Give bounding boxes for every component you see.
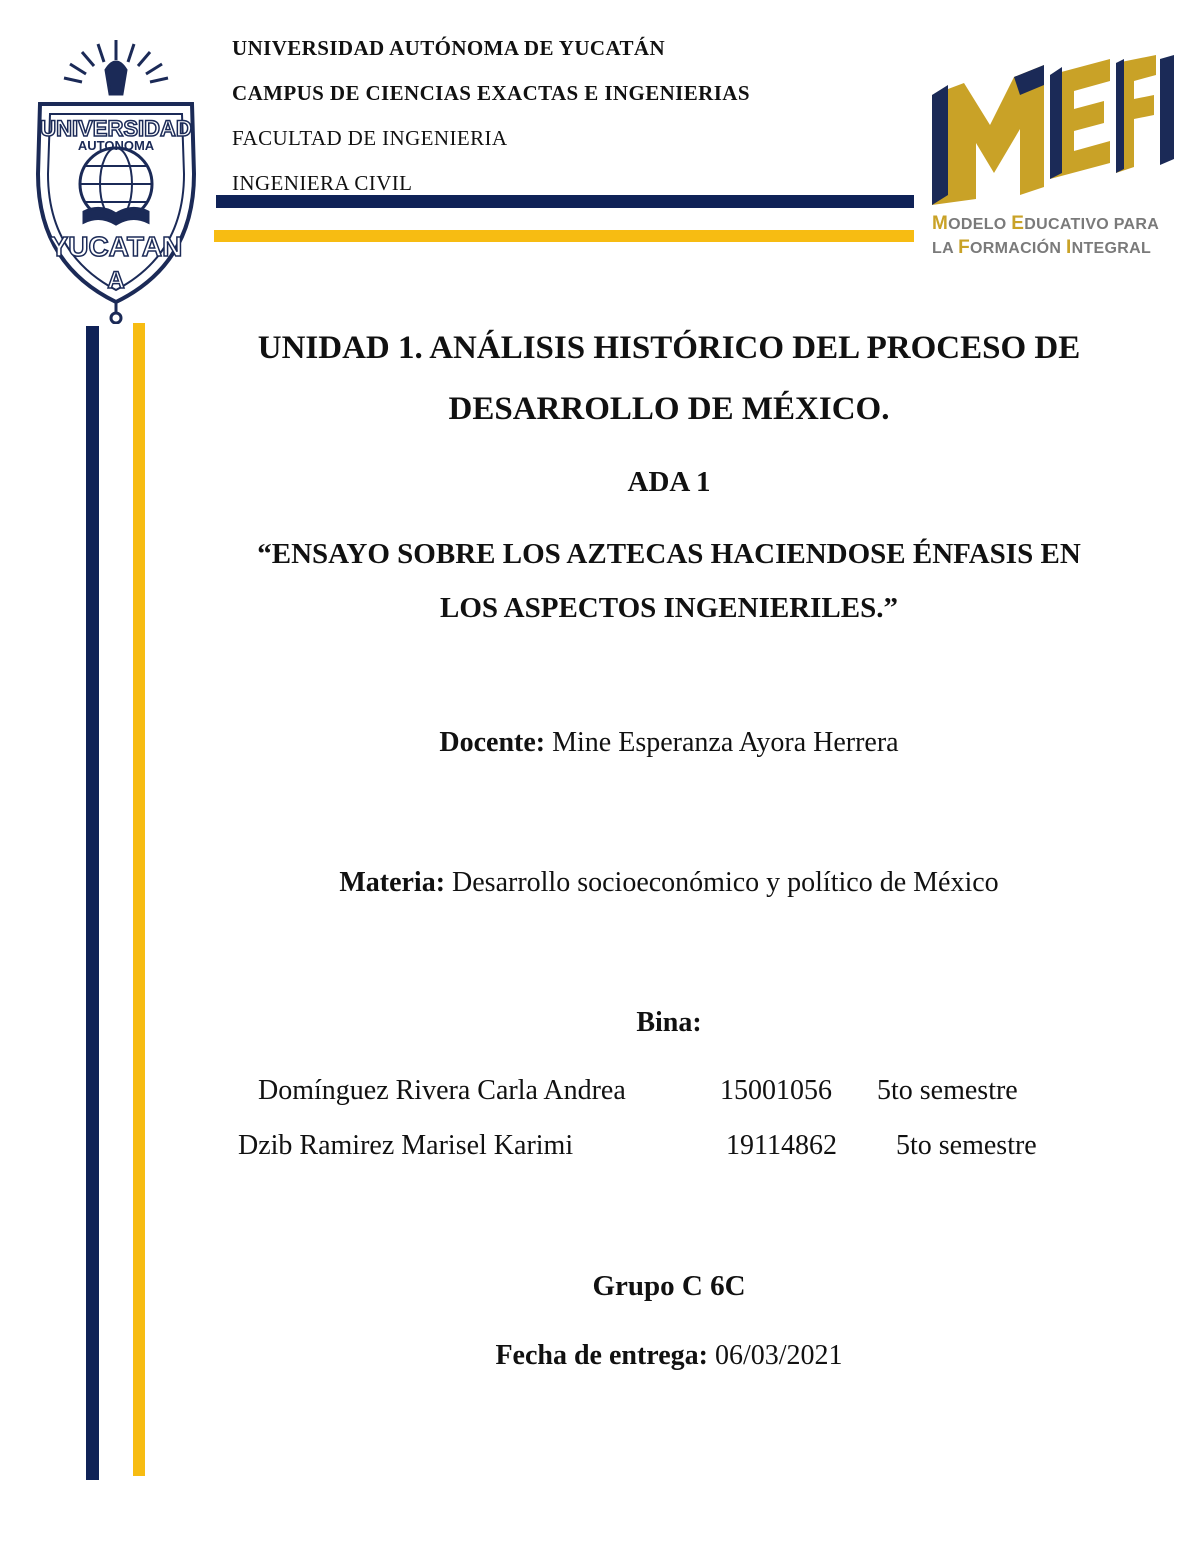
book-icon xyxy=(84,208,148,224)
essay-line-1: “ENSAYO SOBRE LOS AZTECAS HACIENDOSE ÉNFASIS EN xyxy=(257,538,1081,570)
document-title xyxy=(200,318,1138,440)
essay-title xyxy=(200,527,1138,635)
docente-value: Mine Esperanza Ayora Herrera xyxy=(552,727,899,758)
mefi-subtitle xyxy=(932,212,1182,260)
university-name: UNIVERSIDAD AUTÓNOMA DE YUCATÁN xyxy=(232,36,666,60)
bina-label: Bina: xyxy=(636,1007,702,1038)
uady-middle-text: AUTONOMA xyxy=(77,138,155,153)
student-id: 19114862 xyxy=(726,1130,837,1161)
header-institution-block xyxy=(232,26,872,206)
program-name: INGENIERA CIVIL xyxy=(232,171,413,195)
fecha-line xyxy=(200,1336,1138,1376)
mefi-subtitle-line2: LA FORMACIÓN INTEGRAL xyxy=(932,237,1152,258)
student-name: Domínguez Rivera Carla Andrea xyxy=(258,1075,626,1106)
uady-top-text: UNIVERSIDAD xyxy=(40,116,192,141)
docente-line xyxy=(200,724,1138,762)
docente-label: Docente: xyxy=(439,727,546,758)
torch-icon xyxy=(106,62,126,94)
fecha-value: 06/03/2021 xyxy=(714,1340,843,1371)
student-id: 15001056 xyxy=(720,1075,832,1106)
student-semester: 5to semestre xyxy=(896,1130,1037,1161)
faculty-name: FACULTAD DE INGENIERIA xyxy=(232,126,508,150)
materia-label: Materia: xyxy=(339,867,446,898)
mefi-logo xyxy=(928,55,1174,205)
side-gold-bar xyxy=(133,323,145,1476)
materia-line xyxy=(200,864,1138,902)
grupo-label: Grupo C 6C xyxy=(592,1270,746,1302)
uady-bottom-text: YUCATAN xyxy=(49,231,183,262)
side-navy-bar xyxy=(86,326,99,1480)
student-name: Dzib Ramirez Marisel Karimi xyxy=(238,1130,574,1161)
materia-value: Desarrollo socioeconómico y político de México xyxy=(452,867,999,898)
title-line-2: DESARROLLO DE MÉXICO. xyxy=(448,391,890,427)
essay-line-2: LOS ASPECTOS INGENIERILES.” xyxy=(440,592,898,624)
campus-name: CAMPUS DE CIENCIAS EXACTAS E INGENIERIAS xyxy=(232,81,750,105)
student-semester: 5to semestre xyxy=(877,1075,1018,1106)
uady-seal-logo xyxy=(18,34,214,324)
ada-label: ADA 1 xyxy=(627,466,711,498)
header-navy-bar xyxy=(216,195,914,208)
mefi-wordmark-shapes xyxy=(932,55,1174,205)
header-gold-bar xyxy=(214,230,914,242)
uady-letter-a: A xyxy=(107,267,125,294)
fecha-label: Fecha de entrega: xyxy=(495,1340,708,1371)
mefi-subtitle-line1: MODELO EDUCATIVO PARA xyxy=(932,213,1160,234)
title-line-1: UNIDAD 1. ANÁLISIS HISTÓRICO DEL PROCESO DE xyxy=(257,330,1081,366)
